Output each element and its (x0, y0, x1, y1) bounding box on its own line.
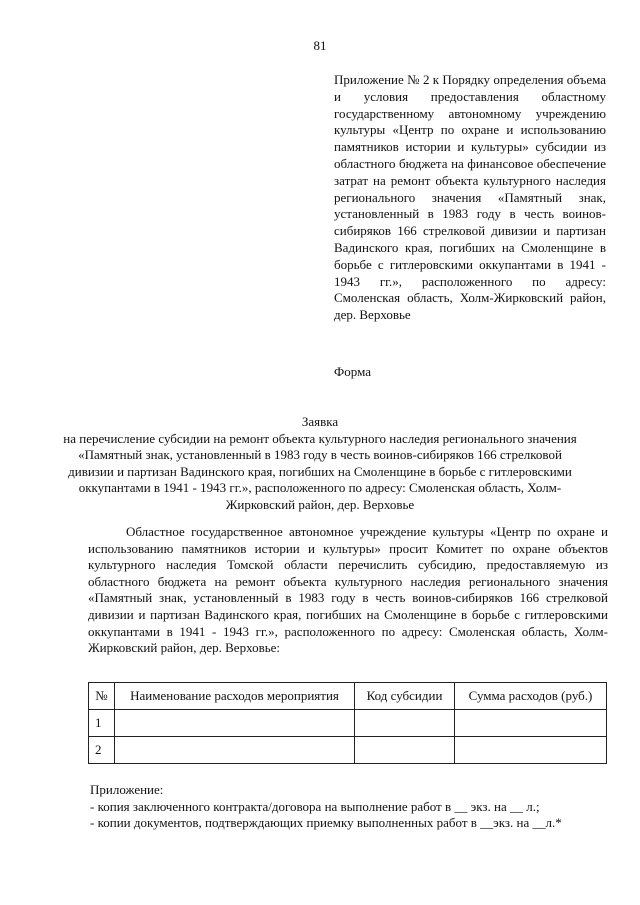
request-subtitle: на перечисление субсидии на ремонт объекта культурного наследия регионального значения «Памятный знак, установленный в 1983 году в честь воинов-сибиряков 166 стрелковой дивизии и партизан Вадинского края, погибших на Смоленщине в борьбе с гитлеровскими оккупантами в 1941 - 1943 гг.», расположенного по адресу: Смоленская область, Холм-Жирковский район, дер. Верховье (63, 430, 577, 512)
expense-sum-cell (455, 737, 607, 764)
col-header-expense-sum: Сумма расходов (руб.) (455, 683, 607, 710)
attachment-item: - копии документов, подтверждающих приемку выполненных работ в __экз. на __л.* (90, 815, 562, 831)
appendix-header: Приложение № 2 к Порядку определения объема и условия предоставления областному государственному автономному учреждению культуры «Центр по охране и использованию памятников истории и культуры» субсидии из областного бюджета на финансовое обеспечение затрат на ремонт объекта культурного наследия регионального значения «Памятный знак, установленный в 1983 году в честь воинов-сибиряков 166 стрелковой дивизии и партизан Вадинского края, погибших на Смоленщине в борьбе с гитлеровскими оккупантами в 1941 - 1943 гг.», расположенного по адресу: Смоленская область, Холм-Жирковский район, дер. Верховье (334, 72, 606, 323)
expense-name-cell (115, 737, 355, 764)
row-number: 1 (89, 710, 115, 737)
expense-name-cell (115, 710, 355, 737)
attachments-label: Приложение: (90, 782, 164, 797)
table-row (89, 737, 607, 764)
subsidy-code-cell (355, 710, 455, 737)
table-row (89, 710, 607, 737)
subsidy-code-cell (355, 737, 455, 764)
expense-sum-cell (455, 710, 607, 737)
request-body: Областное государственное автономное учреждение культуры «Центр по охране и использованию памятников истории и культуры» просит Комитет по охране объектов культурного наследия Томской области перечислить субсидию, предоставляемую из областного бюджета на ремонт объекта культурного наследия регионального значения «Памятный знак, установленный в 1983 году в честь воинов-сибиряков 166 стрелковой дивизии и партизан Вадинского края, погибших на Смоленщине в борьбе с гитлеровскими оккупантами в 1941 - 1943 гг.», расположенного по адресу: Смоленская область, Холм-Жирковский район, дер. Верховье: (88, 524, 608, 656)
expenses-table (88, 682, 607, 764)
col-header-number: № (89, 683, 115, 710)
col-header-subsidy-code: Код субсидии (355, 683, 455, 710)
table-header-row (89, 683, 607, 710)
form-label: Форма (334, 364, 371, 379)
attachment-item: - копия заключенного контракта/договора на выполнение работ в __ экз. на __ л.; (90, 798, 540, 814)
request-heading (60, 414, 580, 514)
request-title: Заявка (301, 414, 339, 429)
attachments-section (90, 782, 610, 832)
row-number: 2 (89, 737, 115, 764)
page-number: 81 (313, 38, 327, 53)
col-header-expense-name: Наименование расходов мероприятия (115, 683, 355, 710)
